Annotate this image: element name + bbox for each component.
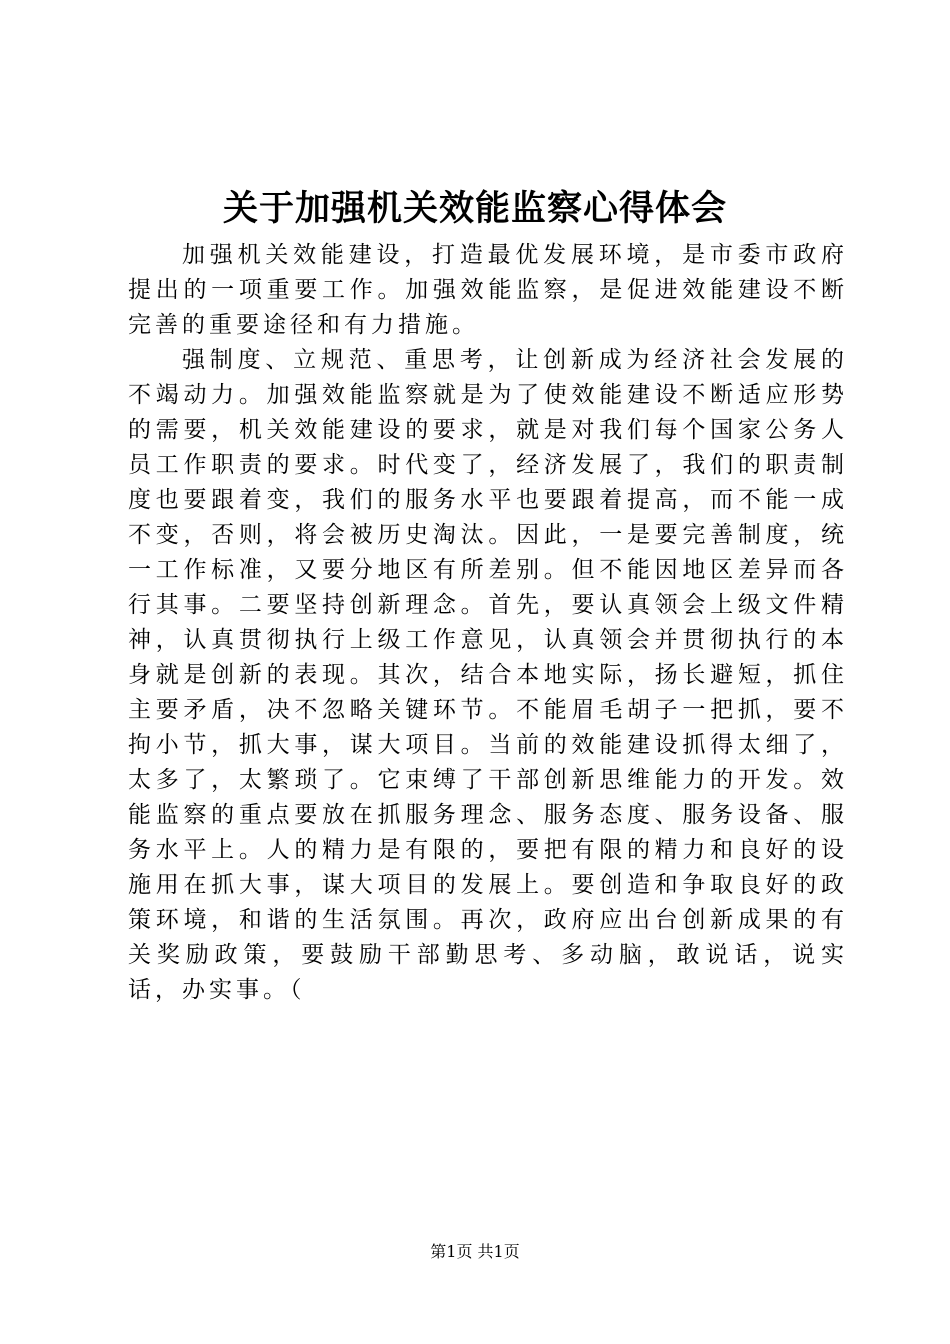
document-title: 关于加强机关效能监察心得体会 xyxy=(222,188,727,229)
paragraph-1: 加强机关效能建设，打造最优发展环境，是市委市政府提出的一项重要工作。加强效能监察，是促进效能建设不断完善的重要途径和有力措施。 xyxy=(128,242,848,338)
document-body xyxy=(128,238,848,1008)
page-number-footer: 第1页 共1页 xyxy=(430,1242,520,1261)
paragraph-2: 强制度、立规范、重思考，让创新成为经济社会发展的不竭动力。加强效能监察就是为了使效能建设不断适应形势的需要，机关效能建设的要求，就是对我们每个国家公务人员工作职责的要求。时代变了，经济发展了，我们的职责制度也要跟着变，我们的服务水平也要跟着提高，而不能一成不变，否则，将会被历史淘汰。因此，一是要完善制度，统一工作标准，又要分地区有所差别。但不能因地区差异而各行其事。二要坚持创新理念。首先，要认真领会上级文件精神，认真贯彻执行上级工作意见，认真领会并贯彻执行的本身就是创新的表现。其次，结合本地实际，扬长避短，抓住主要矛盾，决不忽略关键环节。不能眉毛胡子一把抓，要不拘小节，抓大事，谋大项目。当前的效能建设抓得太细了，太多了，太繁琐了。它束缚了干部创新思维能力的开发。效能监察的重点要放在抓服务理念、服务态度、服务设备、服务水平上。人的精力是有限的，要把有限的精力和良好的设施用在抓大事，谋大项目的发展上。要创造和争取良好的政策环境，和谐的生活氛围。再次，政府应出台创新成果的有关奖励政策，要鼓励干部勤思考、多动脑，敢说话，说实话，办实事。（ xyxy=(128,347,848,1003)
